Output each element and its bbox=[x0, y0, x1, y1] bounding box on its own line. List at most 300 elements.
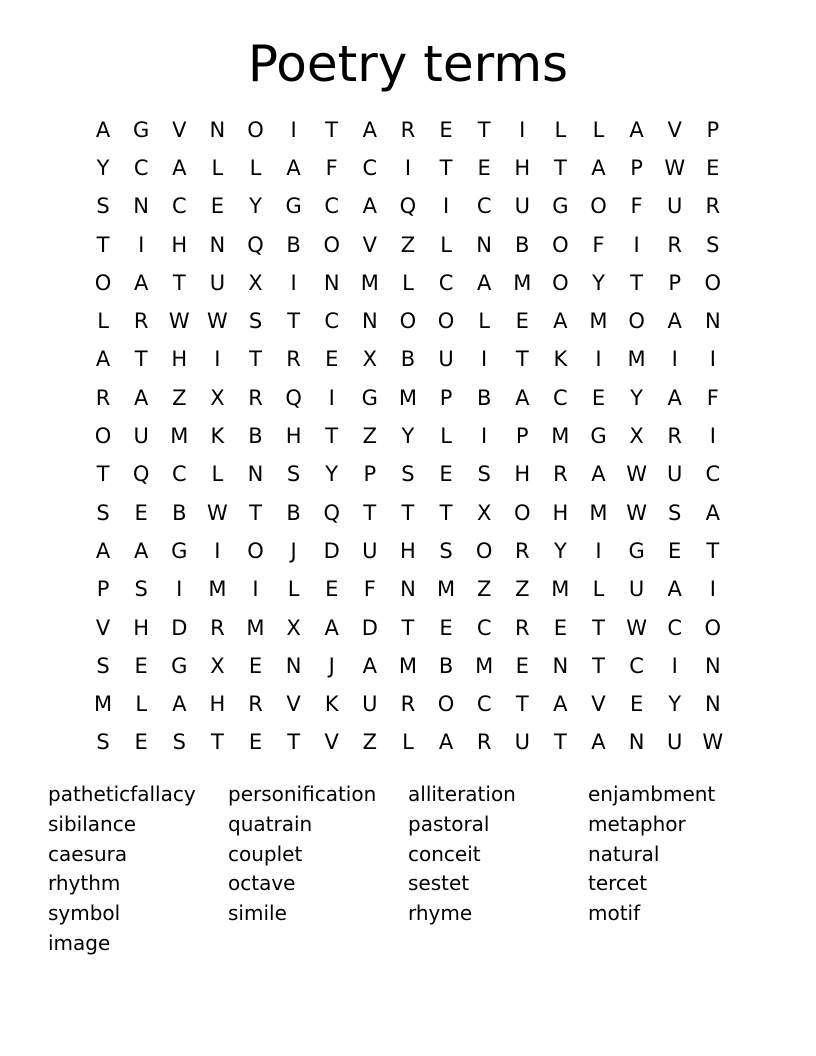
grid-letter: A bbox=[95, 538, 111, 563]
grid-letter: C bbox=[133, 155, 149, 180]
grid-letter: W bbox=[207, 309, 228, 334]
grid-letter: A bbox=[591, 155, 606, 180]
grid-letter: T bbox=[553, 730, 567, 755]
grid-letter: P bbox=[96, 577, 110, 602]
grid-letter: O bbox=[513, 500, 531, 525]
grid-letter: T bbox=[439, 500, 453, 525]
word-list-item: personification bbox=[228, 782, 377, 806]
grid-letter: A bbox=[553, 692, 568, 717]
grid-letter: U bbox=[667, 462, 683, 487]
grid-letter: G bbox=[590, 424, 607, 449]
grid-letter: B bbox=[400, 347, 416, 372]
grid-letter: E bbox=[134, 730, 148, 755]
grid-letter: B bbox=[476, 385, 492, 410]
grid-letter: O bbox=[628, 309, 645, 334]
grid-letter: S bbox=[96, 653, 110, 678]
grid-letter: E bbox=[668, 538, 682, 563]
word-list-item: simile bbox=[228, 901, 287, 926]
grid-letter: R bbox=[476, 730, 492, 755]
grid-letter: A bbox=[286, 155, 301, 180]
grid-letter: N bbox=[361, 309, 378, 334]
grid-letter: R bbox=[248, 385, 263, 410]
grid-letter: T bbox=[287, 309, 301, 334]
grid-letter: R bbox=[514, 615, 530, 640]
grid-letter: Q bbox=[247, 232, 264, 257]
grid-letter: A bbox=[95, 347, 111, 372]
grid-letter: I bbox=[252, 577, 259, 602]
grid-letter: U bbox=[438, 347, 454, 372]
grid-letter: M bbox=[589, 500, 608, 525]
grid-letter: N bbox=[323, 270, 340, 295]
grid-letter: N bbox=[704, 653, 721, 678]
grid-letter: A bbox=[515, 385, 530, 410]
grid-letter: L bbox=[402, 270, 414, 295]
word-list-item: pastoral bbox=[408, 811, 490, 836]
grid-letter: C bbox=[629, 653, 644, 678]
word-list-item: rhyme bbox=[408, 901, 473, 926]
grid-letter: A bbox=[172, 155, 187, 180]
grid-letter: D bbox=[171, 615, 188, 640]
grid-letter: S bbox=[477, 462, 491, 487]
grid-letter: U bbox=[514, 194, 530, 219]
grid-letter: Z bbox=[400, 232, 416, 257]
grid-letter: E bbox=[325, 347, 339, 372]
word-list-item: patheticfallacy bbox=[48, 782, 196, 806]
grid-letter: Z bbox=[476, 577, 492, 602]
grid-letter: L bbox=[592, 117, 605, 142]
grid-letter: I bbox=[290, 270, 297, 295]
grid-letter: R bbox=[133, 309, 149, 334]
grid-letter: L bbox=[287, 577, 300, 602]
grid-letter: S bbox=[134, 577, 148, 602]
grid-letter: A bbox=[133, 538, 149, 563]
grid-letter: M bbox=[170, 424, 189, 449]
grid-letter: C bbox=[362, 155, 378, 180]
grid-letter: Z bbox=[362, 424, 378, 449]
grid-letter: T bbox=[439, 155, 453, 180]
grid-letter: S bbox=[96, 500, 110, 525]
grid-letter: N bbox=[133, 194, 150, 219]
grid-letter: L bbox=[249, 155, 262, 180]
grid-letter: N bbox=[476, 232, 492, 257]
grid-letter: V bbox=[286, 692, 301, 717]
grid-letter: L bbox=[592, 577, 605, 602]
grid-letter: R bbox=[514, 538, 530, 563]
grid-letter: G bbox=[285, 194, 302, 219]
word-list-item: sestet bbox=[408, 871, 470, 896]
grid-letter: I bbox=[214, 538, 221, 563]
grid-letter: I bbox=[176, 577, 183, 602]
word-list-item: sibilance bbox=[48, 811, 137, 836]
grid-letter: S bbox=[172, 730, 186, 755]
grid-letter: X bbox=[286, 615, 301, 640]
grid-letter: P bbox=[630, 155, 643, 180]
grid-letter: S bbox=[286, 462, 301, 487]
grid-letter: R bbox=[210, 615, 225, 640]
grid-letter: K bbox=[210, 424, 225, 449]
grid-letter: W bbox=[626, 462, 647, 487]
grid-letter: Z bbox=[515, 577, 530, 602]
grid-letter: M bbox=[551, 577, 570, 602]
grid-letter: W bbox=[168, 309, 190, 334]
word-list-item: alliteration bbox=[408, 782, 516, 806]
word-list-item: symbol bbox=[48, 901, 121, 926]
grid-letter: V bbox=[324, 730, 339, 755]
grid-letter: C bbox=[171, 462, 187, 487]
grid-letter: M bbox=[589, 309, 608, 334]
grid-letter: I bbox=[214, 347, 221, 372]
grid-letter: B bbox=[438, 653, 454, 678]
grid-letter: B bbox=[172, 500, 187, 525]
grid-letter: M bbox=[398, 385, 417, 410]
grid-letter: W bbox=[664, 155, 686, 180]
grid-letter: O bbox=[94, 424, 112, 449]
grid-letter: F bbox=[363, 577, 376, 602]
grid-letter: B bbox=[286, 232, 301, 257]
grid-letter: M bbox=[360, 270, 379, 295]
grid-letter: C bbox=[705, 462, 721, 487]
grid-letter: N bbox=[285, 653, 302, 678]
grid-letter: O bbox=[552, 270, 569, 295]
grid-letter: R bbox=[400, 117, 416, 142]
grid-letter: H bbox=[400, 538, 416, 563]
grid-letter: H bbox=[514, 462, 531, 487]
grid-letter: E bbox=[210, 194, 225, 219]
grid-letter: T bbox=[134, 347, 148, 372]
grid-letter: V bbox=[591, 692, 606, 717]
grid-letter: O bbox=[437, 309, 455, 334]
grid-letter: N bbox=[628, 730, 645, 755]
grid-letter: T bbox=[363, 500, 377, 525]
grid-letter: X bbox=[362, 347, 378, 372]
grid-letter: P bbox=[363, 462, 377, 487]
grid-letter: U bbox=[209, 270, 226, 295]
grid-letter: A bbox=[705, 500, 720, 525]
grid-letter: A bbox=[667, 385, 682, 410]
grid-letter: S bbox=[439, 538, 453, 563]
grid-letter: S bbox=[96, 194, 110, 219]
word-list-item: natural bbox=[588, 841, 660, 866]
grid-letter: H bbox=[552, 500, 569, 525]
grid-letter: E bbox=[515, 653, 529, 678]
grid-letter: U bbox=[667, 730, 683, 755]
grid-letter: L bbox=[211, 462, 224, 487]
grid-letter: C bbox=[324, 194, 340, 219]
grid-letter: O bbox=[94, 270, 112, 295]
grid-letter: E bbox=[515, 309, 529, 334]
grid-letter: V bbox=[667, 117, 682, 142]
grid-letter: N bbox=[209, 232, 226, 257]
grid-letter: A bbox=[133, 270, 149, 295]
grid-letter: E bbox=[248, 730, 263, 755]
grid-letter: W bbox=[702, 730, 724, 755]
grid-letter: V bbox=[362, 232, 377, 257]
grid-letter: Q bbox=[132, 462, 150, 487]
grid-letter: R bbox=[667, 424, 682, 449]
grid-letter: E bbox=[439, 615, 453, 640]
grid-letter: O bbox=[247, 117, 264, 142]
grid-letter: I bbox=[481, 424, 488, 449]
grid-letter: A bbox=[133, 385, 149, 410]
grid-letter: O bbox=[247, 538, 264, 563]
grid-letter: O bbox=[704, 615, 722, 640]
grid-letter: N bbox=[247, 462, 264, 487]
grid-letter: U bbox=[514, 730, 530, 755]
grid-letter: I bbox=[519, 117, 526, 142]
grid-letter: S bbox=[706, 232, 720, 257]
grid-letter: R bbox=[667, 232, 682, 257]
grid-letter: I bbox=[328, 385, 335, 410]
grid-letter: V bbox=[95, 615, 111, 640]
grid-letter: O bbox=[399, 309, 417, 334]
page-title: Poetry terms bbox=[247, 35, 569, 93]
grid-letter: T bbox=[96, 462, 110, 487]
grid-letter: E bbox=[706, 155, 720, 180]
grid-letter: L bbox=[211, 155, 224, 180]
grid-letter: M bbox=[246, 615, 265, 640]
grid-letter: N bbox=[209, 117, 226, 142]
grid-letter: L bbox=[135, 692, 148, 717]
grid-letter: Y bbox=[553, 538, 567, 563]
grid-letter: I bbox=[633, 232, 640, 257]
grid-letter: J bbox=[328, 653, 335, 678]
grid-letter: K bbox=[553, 347, 568, 372]
grid-letter: A bbox=[553, 309, 568, 334]
grid-letter: E bbox=[591, 385, 606, 410]
grid-letter: F bbox=[630, 194, 643, 219]
grid-letter: E bbox=[477, 155, 491, 180]
grid-letter: O bbox=[475, 538, 493, 563]
grid-letter: B bbox=[286, 500, 301, 525]
grid-letter: M bbox=[627, 347, 646, 372]
grid-letter: V bbox=[172, 117, 187, 142]
word-list-item: couplet bbox=[228, 841, 303, 866]
grid-letter: T bbox=[96, 232, 110, 257]
grid-letter: F bbox=[706, 385, 719, 410]
grid-letter: T bbox=[172, 270, 186, 295]
grid-letter: A bbox=[629, 117, 644, 142]
grid-letter: I bbox=[709, 347, 716, 372]
grid-letter: G bbox=[171, 653, 188, 678]
grid-letter: S bbox=[668, 500, 682, 525]
grid-letter: A bbox=[172, 692, 187, 717]
grid-letter: X bbox=[476, 500, 492, 525]
grid-letter: P bbox=[706, 117, 720, 142]
grid-letter: C bbox=[476, 615, 492, 640]
grid-letter: A bbox=[362, 194, 377, 219]
grid-letter: M bbox=[93, 692, 113, 717]
grid-letter: M bbox=[551, 424, 570, 449]
grid-letter: I bbox=[481, 347, 488, 372]
word-list bbox=[48, 780, 768, 959]
grid-letter: T bbox=[325, 424, 339, 449]
grid-letter: I bbox=[290, 117, 297, 142]
grid-letter: F bbox=[592, 232, 605, 257]
grid-letter: E bbox=[248, 653, 263, 678]
grid-letter: G bbox=[361, 385, 378, 410]
grid-letter: E bbox=[629, 692, 644, 717]
grid-letter: D bbox=[323, 538, 340, 563]
grid-letter: Q bbox=[285, 385, 302, 410]
grid-letter: E bbox=[439, 117, 453, 142]
grid-letter: B bbox=[515, 232, 530, 257]
grid-letter: I bbox=[709, 424, 716, 449]
grid-letter: T bbox=[249, 500, 262, 525]
grid-letter: I bbox=[595, 538, 602, 563]
grid-letter: F bbox=[325, 155, 338, 180]
grid-letter: E bbox=[325, 577, 339, 602]
grid-letter: R bbox=[248, 692, 263, 717]
grid-letter: A bbox=[362, 117, 377, 142]
grid-letter: M bbox=[436, 577, 456, 602]
grid-letter: E bbox=[134, 500, 148, 525]
grid-letter: U bbox=[362, 538, 378, 563]
grid-letter: D bbox=[361, 615, 378, 640]
grid-letter: A bbox=[591, 730, 606, 755]
grid-letter: H bbox=[514, 155, 531, 180]
grid-letter: L bbox=[478, 309, 490, 334]
grid-letter: E bbox=[439, 462, 453, 487]
grid-letter: R bbox=[286, 347, 301, 372]
grid-letter: S bbox=[401, 462, 415, 487]
grid-letter: Y bbox=[249, 194, 262, 219]
grid-letter: A bbox=[324, 615, 339, 640]
grid-letter: U bbox=[133, 424, 149, 449]
grid-letter: A bbox=[362, 653, 377, 678]
grid-letter: G bbox=[552, 194, 569, 219]
grid-letter: C bbox=[171, 194, 187, 219]
grid-letter: Y bbox=[592, 270, 605, 295]
grid-letter: N bbox=[400, 577, 416, 602]
word-list-item: quatrain bbox=[228, 811, 313, 836]
grid-letter: Z bbox=[172, 385, 187, 410]
word-list-item: caesura bbox=[48, 841, 128, 866]
grid-letter: X bbox=[629, 424, 644, 449]
grid-letter: S bbox=[248, 309, 263, 334]
grid-letter: H bbox=[133, 615, 150, 640]
grid-letter: H bbox=[171, 347, 188, 372]
grid-letter: T bbox=[706, 538, 720, 563]
word-list-item: conceit bbox=[408, 841, 481, 866]
grid-letter: O bbox=[323, 232, 340, 257]
grid-letter: L bbox=[440, 424, 452, 449]
grid-letter: O bbox=[552, 232, 569, 257]
grid-letter: Z bbox=[362, 730, 378, 755]
grid-letter: E bbox=[134, 653, 148, 678]
grid-letter: M bbox=[398, 653, 417, 678]
grid-letter: A bbox=[95, 117, 111, 142]
word-list-item: tercet bbox=[588, 871, 648, 896]
grid-letter: G bbox=[171, 538, 188, 563]
grid-letter: U bbox=[628, 577, 645, 602]
grid-letter: Y bbox=[668, 692, 682, 717]
grid-letter: L bbox=[97, 309, 109, 334]
grid-letter: Y bbox=[325, 462, 339, 487]
grid-letter: Y bbox=[630, 385, 643, 410]
word-search-grid bbox=[84, 111, 732, 762]
grid-letter: R bbox=[553, 462, 568, 487]
grid-letter: X bbox=[248, 270, 263, 295]
grid-letter: C bbox=[476, 194, 492, 219]
grid-letter: R bbox=[400, 692, 416, 717]
grid-letter: A bbox=[438, 730, 454, 755]
grid-letter: I bbox=[404, 155, 412, 180]
grid-letter: O bbox=[704, 270, 722, 295]
grid-letter: C bbox=[667, 615, 683, 640]
grid-letter: B bbox=[248, 424, 263, 449]
grid-letter: M bbox=[513, 270, 532, 295]
grid-letter: I bbox=[138, 232, 145, 257]
grid-letter: X bbox=[210, 385, 225, 410]
grid-letter: Y bbox=[96, 155, 110, 180]
word-list-item: rhythm bbox=[48, 871, 121, 896]
grid-letter: T bbox=[592, 653, 605, 678]
grid-letter: A bbox=[591, 462, 606, 487]
grid-letter: H bbox=[209, 692, 226, 717]
grid-letter: I bbox=[671, 653, 678, 678]
grid-letter: J bbox=[290, 538, 297, 563]
grid-letter: T bbox=[401, 615, 415, 640]
grid-letter: P bbox=[515, 424, 529, 449]
grid-letter: T bbox=[249, 347, 262, 372]
grid-letter: Q bbox=[399, 194, 417, 219]
grid-letter: P bbox=[668, 270, 682, 295]
grid-letter: Y bbox=[401, 424, 415, 449]
grid-letter: W bbox=[207, 500, 228, 525]
grid-letter: R bbox=[705, 194, 721, 219]
word-list-item: image bbox=[48, 930, 111, 955]
grid-letter: L bbox=[402, 730, 414, 755]
grid-letter: A bbox=[667, 309, 682, 334]
grid-letter: I bbox=[709, 577, 716, 602]
grid-letter: H bbox=[171, 232, 188, 257]
grid-letter: A bbox=[476, 270, 492, 295]
grid-letter: U bbox=[362, 692, 378, 717]
grid-letter: X bbox=[210, 653, 225, 678]
grid-letter: G bbox=[133, 117, 150, 142]
grid-letter: T bbox=[515, 347, 529, 372]
grid-letter: N bbox=[552, 653, 569, 678]
grid-letter: P bbox=[439, 385, 453, 410]
grid-letter: I bbox=[595, 347, 602, 372]
grid-letter: T bbox=[325, 117, 339, 142]
grid-letter: T bbox=[553, 155, 567, 180]
grid-letter: E bbox=[553, 615, 567, 640]
grid-letter: G bbox=[628, 538, 645, 563]
grid-letter: I bbox=[671, 347, 678, 372]
grid-letter: M bbox=[475, 653, 494, 678]
grid-letter: C bbox=[476, 692, 492, 717]
grid-letter: R bbox=[95, 385, 111, 410]
grid-letter: T bbox=[287, 730, 301, 755]
word-list-item: enjambment bbox=[588, 782, 716, 806]
word-list-item: octave bbox=[228, 871, 296, 896]
grid-letter: C bbox=[324, 309, 340, 334]
grid-letter: L bbox=[554, 117, 567, 142]
word-list-item: motif bbox=[588, 901, 641, 926]
grid-letter: T bbox=[477, 117, 491, 142]
grid-letter: A bbox=[667, 577, 682, 602]
grid-letter: T bbox=[401, 500, 415, 525]
grid-letter: I bbox=[442, 194, 450, 219]
grid-letter: S bbox=[96, 730, 110, 755]
grid-letter: C bbox=[553, 385, 568, 410]
grid-letter: T bbox=[210, 730, 224, 755]
grid-letter: K bbox=[324, 692, 339, 717]
grid-letter: U bbox=[667, 194, 683, 219]
grid-letter: W bbox=[626, 615, 647, 640]
grid-letter: T bbox=[630, 270, 643, 295]
